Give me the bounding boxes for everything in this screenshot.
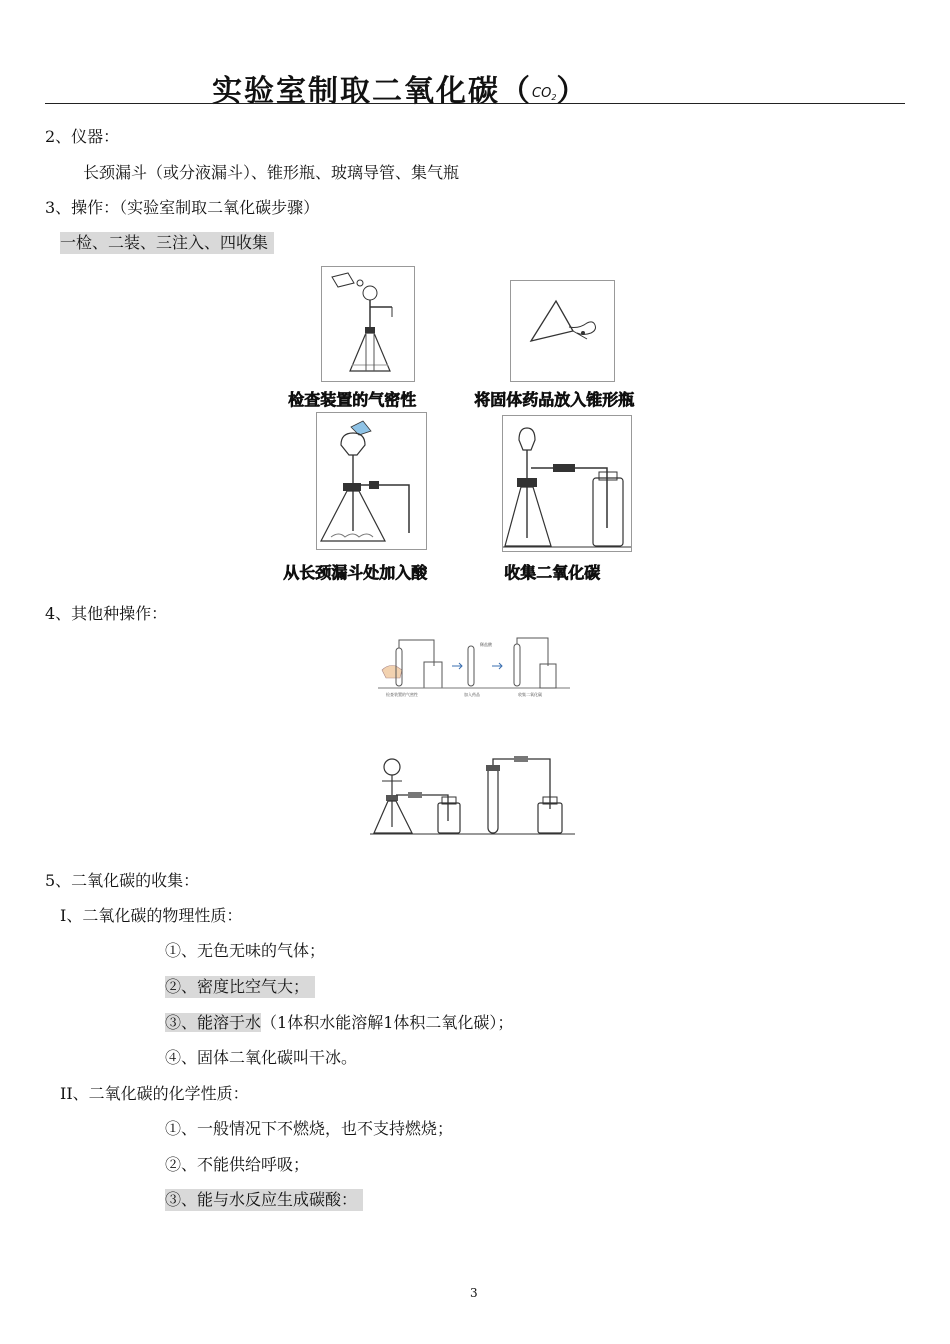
instruments-content: 长颈漏斗（或分液漏斗）、锥形瓶、玻璃导管、集气瓶 (83, 163, 460, 182)
operation-heading: 3、操作：（实验室制取二氧化碳步骤） (45, 198, 320, 217)
physical-props-heading: I、二氧化碳的物理性质： (60, 906, 243, 925)
physical-prop-item: ②、密度比空气大； (165, 976, 315, 998)
strip-label-collect: 收集二氧化碳 (518, 692, 542, 697)
title-formula: CO2 (532, 86, 557, 102)
caption-check-airtightness: 检查装置的气密性 (288, 390, 417, 409)
chemical-props-heading: II、二氧化碳的化学性质： (60, 1084, 249, 1103)
figure-other-ops-strip (378, 636, 570, 700)
strip-label-acid: 稀盐酸 (480, 642, 492, 647)
figure-two-apparatus (370, 755, 575, 838)
chemical-prop-item: ③、能与水反应生成碳酸： (165, 1189, 363, 1211)
title-close: ） (556, 74, 589, 109)
physical-prop-item (165, 1012, 513, 1034)
caption-add-solid: 将固体药品放入锥形瓶 (474, 390, 635, 409)
title-main: 实验室制取二氧化碳（ (212, 74, 532, 109)
figure-collect-co2 (502, 415, 632, 552)
caption-add-acid: 从长颈漏斗处加入酸 (283, 563, 428, 582)
title-divider (45, 103, 905, 104)
chemical-prop-item: ①、一般情况下不燃烧，也不支持燃烧； (165, 1119, 454, 1138)
physical-prop-item: ①、无色无味的气体； (165, 941, 326, 960)
caption-collect-co2: 收集二氧化碳 (504, 563, 601, 582)
figure-add-acid (316, 412, 427, 550)
figure-add-solid (510, 280, 615, 382)
physical-prop-detail: （1体积水能溶解1体积二氧化碳）； (261, 1013, 514, 1032)
page-number: 3 (470, 1286, 478, 1300)
figure-check-airtightness (321, 266, 415, 382)
strip-label-add: 加入药品 (464, 692, 480, 697)
instruments-heading: 2、仪器： (45, 127, 120, 146)
operation-steps-summary: 一检、二装、三注入、四收集 (60, 232, 274, 254)
physical-prop-highlight: ③、能溶于水 (165, 1013, 262, 1032)
strip-label-check: 检查装置的气密性 (386, 692, 418, 697)
other-ops-heading: 4、其他种操作： (45, 604, 168, 623)
collection-heading: 5、二氧化碳的收集： (45, 871, 200, 890)
physical-prop-item: ④、固体二氧化碳叫干冰。 (165, 1048, 358, 1067)
chemical-prop-item: ②、不能供给呼吸； (165, 1155, 310, 1174)
